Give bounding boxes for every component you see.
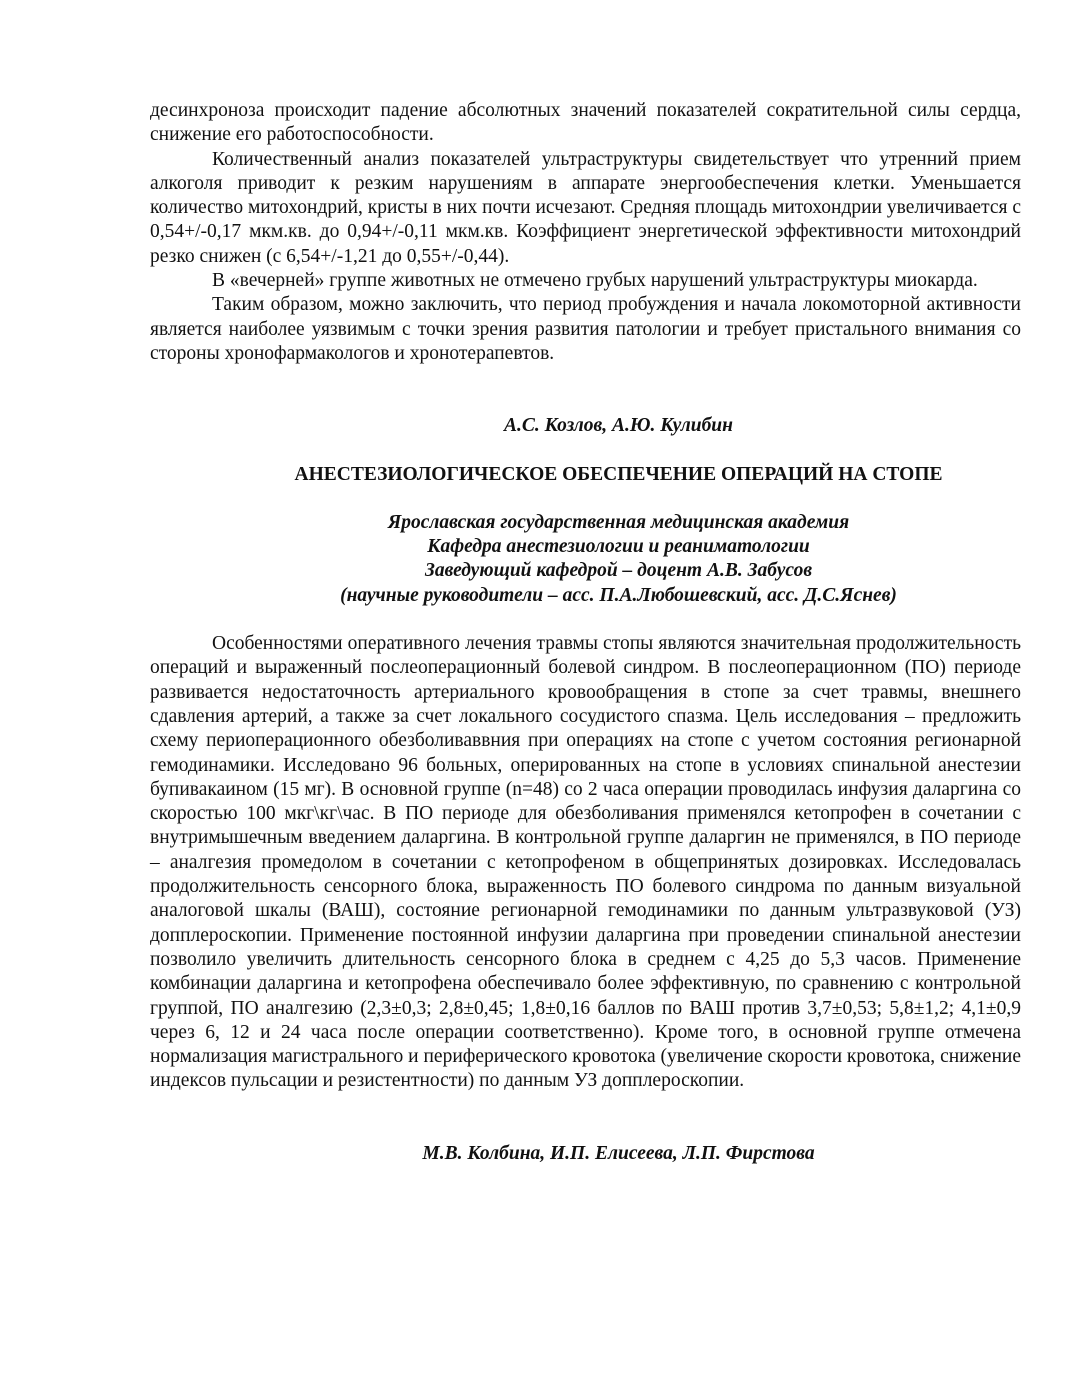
affiliation-line: Ярославская государственная медицинская академия (387, 511, 850, 533)
affiliation-line: Кафедра анестезиологии и реаниматологии (427, 536, 810, 558)
prev-article-paragraph: Количественный анализ показателей ультраструктуры свидетельствует что утренний прием алкоголя приводит к резким нарушениям в аппарате энергообеспечения клетки. Уменьшается количество митохондрий, кристы в них почти исчезают. Средняя площадь митохондрии увеличивается с 0,54+/-0,17 мкм.кв. до 0,94+/-0,11 мкм.кв. Коэффициент энергетической эффективности митохондрий резко снижен (с 6,54+/-1,21 до 0,55+/-0,44). (150, 148, 1021, 267)
prev-article-paragraph: десинхроноза происходит падение абсолютных значений показателей сократительной силы сердца, снижение его работоспособности. (150, 100, 1021, 146)
article-authors: А.С. Козлов, А.Ю. Кулибин (504, 415, 733, 437)
prev-article-paragraph: Таким образом, можно заключить, что период пробуждения и начала локомоторной активности является наиболее уязвимым с точки зрения развития патологии и требует пристального внимания со стороны хронофармакологов и хронотерапевтов. (150, 294, 1021, 364)
prev-article-paragraph: В «вечерней» группе животных не отмечено грубых нарушений ультраструктуры миокарда. (212, 270, 978, 292)
document-page (150, 99, 1021, 1166)
next-article-authors: М.В. Колбина, И.П. Елисеева, Л.П. Фирстова (422, 1142, 815, 1164)
affiliation-line: Заведующий кафедрой – доцент А.В. Забусов (424, 560, 813, 582)
article-title: АНЕСТЕЗИОЛОГИЧЕСКОЕ ОБЕСПЕЧЕНИЕ ОПЕРАЦИЙ НА СТОПЕ (294, 463, 943, 485)
article-abstract: Особенностями оперативного лечения травмы стопы являются значительная продолжительность операций и выраженный послеоперационный болевой синдром. В послеоперационном (ПО) периоде развивается недостаточность артериального кровообращения в стопе за счет травмы, внешнего сдавления артерий, а также за счет локального сосудистого спазма. Цель исследования – предложить схему периоперационного обезболиваввния при операциях на стопе с учетом состояния регионарной гемодинамики. Исследовано 96 больных, оперированных на стопе в условиях спинальной анестезии бупивакаином (15 мг). В основной группе (n=48) со 2 часа операции проводилась инфузия даларгина со скоростью 100 мкг\кг\час. В ПО периоде для обезболивания применялся кетопрофен в сочетании с внутримышечным введением даларгина. В контрольной группе даларгин не применялся, в ПО периоде – аналгезия промедолом в сочетании с кетопрофеном в общепринятых дозировках. Исследовалась продолжительность сенсорного блока, выраженность ПО болевого синдрома по данным визуальной аналоговой шкалы (ВАШ), состояние регионарной гемодинамики по данным ультразвуковой (УЗ) допплероскопии. Применение постоянной инфузии даларгина при проведении спинальной анестезии позволило увеличить длительность сенсорного блока в среднем с 4,25 до 5,3 часов. Применение комбинации даларгина и кетопрофена обеспечивало более эффективную, по сравнению с контрольной группой, ПО аналгезию (2,3±0,3; 2,8±0,45; 1,8±0,16 баллов по ВАШ против 3,7±0,53; 5,8±1,2; 4,1±0,9 через 6, 12 и 24 часа после операции соответственно). Кроме того, в основной группе отмечена нормализация магистрального и периферического кровотока (увеличение скорости кровотока, снижение индексов пульсации и резистентности) по данным УЗ допплероскопии. (150, 633, 1021, 1092)
article-affiliation (216, 511, 1021, 608)
affiliation-line: (научные руководители – асс. П.А.Любошевский, асс. Д.С.Яснев) (340, 584, 897, 606)
